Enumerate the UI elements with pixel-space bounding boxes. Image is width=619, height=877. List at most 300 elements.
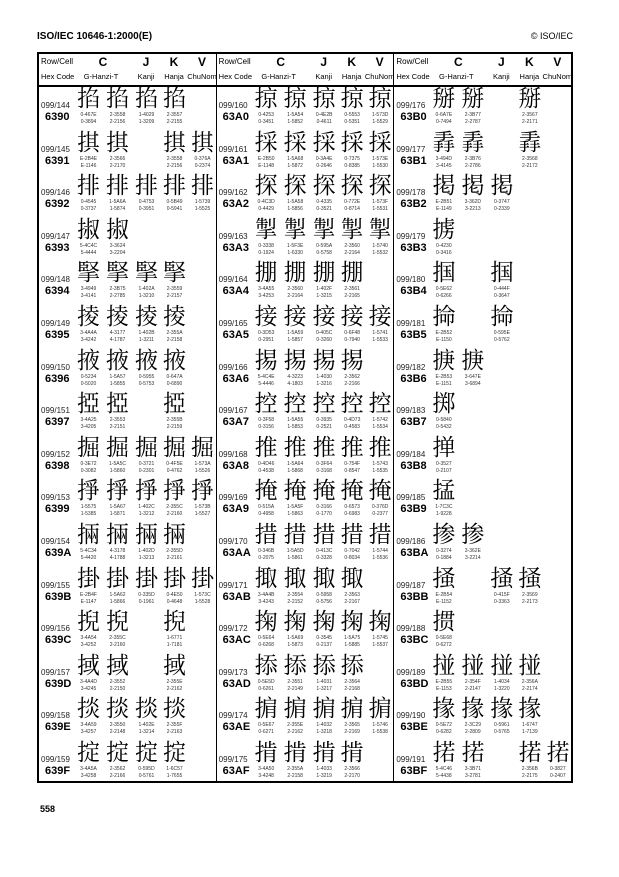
glyph-cell-kanji <box>310 261 339 304</box>
table-row <box>217 349 394 393</box>
glyph-cell-g-source <box>252 654 281 697</box>
ideograph-glyph: 掟 <box>135 739 158 766</box>
source-code-top: 3-362D <box>464 199 482 206</box>
source-code-top: 0-772E <box>344 199 361 206</box>
ideograph-glyph: 掘 <box>106 434 129 461</box>
hex-code: 63AF <box>222 764 250 777</box>
hex-code: 6397 <box>45 416 70 429</box>
ideograph-glyph: 掮 <box>254 696 278 723</box>
hex-code: 63A1 <box>222 154 249 167</box>
ideograph-glyph: 掗 <box>77 391 100 418</box>
source-code-top: 2-3551 <box>287 678 303 685</box>
glyph-cell-g-source <box>429 87 458 130</box>
glyph-cell-hanja <box>160 261 189 304</box>
hex-code: 63A7 <box>222 416 249 429</box>
ideograph-glyph: 掣 <box>254 216 278 243</box>
table-row <box>39 436 216 480</box>
glyph-cell-hanja <box>160 610 189 653</box>
glyph-cell-hanzi-t <box>281 392 310 435</box>
ideograph-glyph: 掘 <box>135 434 158 461</box>
table-row <box>217 305 394 349</box>
source-code-bottom: 0-5351 <box>344 119 360 125</box>
source-code-bottom: 1-5861 <box>287 554 303 561</box>
source-code-top: 1-573E <box>372 155 389 162</box>
glyph-cell-g-source <box>252 523 281 566</box>
source-code-top: 0-3F64 <box>316 460 333 467</box>
source-code-bottom: 2-2162 <box>166 685 183 692</box>
glyph-cell-hanja <box>160 479 189 522</box>
ideograph-glyph: 接 <box>368 303 392 330</box>
ideograph-glyph: 採 <box>254 129 278 156</box>
glyph-cell-kanji <box>310 174 339 217</box>
glyph-cell-g-source <box>429 697 458 740</box>
source-code-top: 3-4A4D <box>80 678 97 685</box>
glyph-cell-hanzi-t <box>281 305 310 348</box>
source-code-bottom: 0-5765 <box>494 729 510 736</box>
glyph-cell-hanja <box>160 697 189 740</box>
glyph-cell-hanzi-t <box>458 697 487 740</box>
source-code-bottom: E-1152 <box>435 598 452 605</box>
row-cell-label: 099/154 <box>41 536 70 546</box>
source-code-bottom: 0-5753 <box>138 380 155 387</box>
hex-code: 639B <box>45 590 72 603</box>
glyph-cell-kanji <box>132 697 161 740</box>
source-code-top: 2-3557 <box>166 112 183 118</box>
row-cell-label: 099/184 <box>396 449 426 459</box>
source-code-top: 2-3B75 <box>109 286 126 293</box>
source-code-top: 0-4545 <box>80 199 97 206</box>
hex-code: 639A <box>45 546 72 559</box>
source-code-bottom: 2-2786 <box>465 162 481 169</box>
header-hanja: Hanja <box>341 72 362 81</box>
source-code-top: 0-376A <box>194 155 211 162</box>
source-code-top: 0-5958 <box>316 591 332 598</box>
ideograph-glyph: 掕 <box>106 303 129 330</box>
glyph-cell-g-source <box>74 567 103 610</box>
source-code-top: 1-5A5D <box>286 547 304 554</box>
ideograph-glyph: 掠 <box>254 86 278 112</box>
glyph-cell-g-source <box>74 261 103 304</box>
ideograph-glyph: 掦 <box>283 347 307 374</box>
source-code-bottom: 2-2157 <box>166 293 183 300</box>
glyph-cell-g-source <box>74 436 103 479</box>
source-code-bottom: 0-3951 <box>138 206 155 213</box>
ideograph-glyph: 掚 <box>77 521 100 548</box>
source-code-top: 0-4D46 <box>257 460 275 467</box>
hex-code: 63AA <box>222 546 251 559</box>
glyph-cell-kanji <box>310 349 339 392</box>
source-code-top: 2-3554 <box>287 591 303 598</box>
ideograph-glyph: 掑 <box>106 129 129 156</box>
glyph-cell-hanja <box>338 567 367 610</box>
source-code-bottom: 0-2137 <box>316 642 332 649</box>
source-code-bottom: 0-6266 <box>436 293 452 300</box>
document-standard-title: ISO/IEC 10646-1:2000(E) <box>37 31 153 42</box>
source-code-top: 1-4034 <box>494 678 510 685</box>
glyph-cell-hanja <box>160 174 189 217</box>
source-code-top: 1-402F <box>316 286 333 293</box>
ideograph-glyph: 掣 <box>283 216 307 243</box>
ideograph-glyph: 掣 <box>312 216 336 243</box>
source-code-top: 2-3563 <box>344 591 360 598</box>
source-code-bottom: 0-5941 <box>166 206 183 213</box>
table-row <box>39 349 216 393</box>
glyph-cell-kanji <box>487 305 516 348</box>
glyph-cell-hanzi-t <box>103 567 132 610</box>
source-code-bottom: 0-2646 <box>316 162 332 169</box>
source-code-bottom: 1-5535 <box>372 467 388 474</box>
table-row <box>217 261 394 305</box>
source-code-bottom: 1-5531 <box>372 206 388 213</box>
source-code-bottom: 3-4242 <box>80 336 97 343</box>
source-code-top: 3-4949 <box>80 286 97 293</box>
ideograph-glyph: 掾 <box>461 696 485 723</box>
source-code-top: 1-5A67 <box>109 504 126 511</box>
glyph-cell-hanja <box>160 349 189 392</box>
source-code-top: 1-5742 <box>372 417 388 424</box>
hex-code: 63AB <box>222 590 251 603</box>
ideograph-glyph: 掿 <box>546 739 570 766</box>
source-code-bottom: 0-2521 <box>316 424 332 431</box>
glyph-cell-hanja <box>338 654 367 697</box>
source-code-top: 1-4032 <box>316 722 332 729</box>
hex-code: 6394 <box>45 285 70 298</box>
source-code-bottom: 1-7181 <box>166 642 183 649</box>
ideograph-glyph: 掭 <box>312 652 336 679</box>
glyph-cell-hanja <box>160 567 189 610</box>
row-cell-label: 099/152 <box>41 449 70 459</box>
source-code-bottom: 3-6894 <box>465 380 481 387</box>
ideograph-glyph: 措 <box>283 521 307 548</box>
glyph-cell-hanzi-t <box>281 697 310 740</box>
ideograph-glyph: 掖 <box>106 347 129 374</box>
source-code-bottom: 2-2156 <box>109 119 126 125</box>
glyph-cell-hanzi-t <box>103 697 132 740</box>
code-chart-table <box>37 52 573 783</box>
source-code-bottom: 1-5860 <box>109 467 126 474</box>
table-row <box>394 567 571 611</box>
source-code-bottom: 0-3363 <box>494 598 510 605</box>
glyph-cell-kanji <box>310 131 339 174</box>
glyph-cell-g-source <box>429 479 458 522</box>
source-code-bottom: 3-4145 <box>436 162 452 169</box>
table-row <box>39 218 216 262</box>
row-cell-label: 099/178 <box>396 188 426 198</box>
glyph-cell-chunom <box>366 697 395 740</box>
header-hexcode: Hex Code <box>41 72 75 81</box>
hex-code: 63B1 <box>400 154 427 167</box>
ideograph-glyph: 掛 <box>106 565 129 592</box>
ideograph-glyph: 掗 <box>163 391 186 418</box>
ideograph-glyph: 掤 <box>312 260 336 287</box>
source-code-bottom: 1-5385 <box>80 511 97 518</box>
source-code-bottom: 2-2785 <box>109 293 126 300</box>
table-row <box>39 392 216 436</box>
glyph-cell-g-source <box>252 261 281 304</box>
glyph-cell-hanja <box>515 741 544 784</box>
glyph-cell-g-source <box>252 349 281 392</box>
source-code-top: 1-7C3C <box>435 504 453 511</box>
ideograph-glyph: 掱 <box>461 129 485 156</box>
source-code-bottom: 2-2169 <box>344 729 360 736</box>
source-code-top: 2-356A <box>521 678 538 685</box>
ideograph-glyph: 掑 <box>163 129 186 156</box>
source-code-top: 0-3527 <box>436 460 452 467</box>
ideograph-glyph: 掓 <box>77 216 100 243</box>
source-code-bottom: 1-5533 <box>372 336 388 343</box>
source-code-bottom: 1-3214 <box>138 729 155 736</box>
row-cell-label: 099/156 <box>41 624 70 634</box>
source-code-top: 1-5744 <box>372 547 388 554</box>
row-cell-label: 099/165 <box>218 318 248 328</box>
table-row <box>394 523 571 567</box>
glyph-cell-hanja <box>160 305 189 348</box>
table-row <box>217 174 394 218</box>
source-code-bottom: 2-2167 <box>344 598 360 605</box>
source-code-top: 1-5A57 <box>109 373 126 380</box>
source-code-bottom: 2-2158 <box>166 336 183 343</box>
table-row <box>39 305 216 349</box>
glyph-cell-kanji <box>310 436 339 479</box>
row-cell-label: 099/173 <box>218 667 248 677</box>
glyph-cell-kanji <box>132 261 161 304</box>
source-code-top: 4-3177 <box>109 329 126 336</box>
source-code-top: 2-3561 <box>344 286 360 293</box>
source-code-top: 0-346B <box>258 547 275 554</box>
source-code-bottom: 3-4252 <box>80 642 97 649</box>
source-code-bottom: 1-5852 <box>287 119 303 125</box>
source-code-top: 1-5746 <box>372 722 388 729</box>
source-code-top: 1-4030 <box>316 373 332 380</box>
source-code-bottom: 0-4648 <box>166 598 183 605</box>
glyph-cell-hanzi-t <box>281 131 310 174</box>
source-code-top: 0-4753 <box>138 199 155 206</box>
hex-code: 63B2 <box>400 198 427 211</box>
table-row <box>39 174 216 218</box>
hex-code: 6390 <box>45 111 70 123</box>
hex-code: 6392 <box>45 198 70 211</box>
row-cell-label: 099/160 <box>218 101 248 110</box>
source-code-bottom: 2-2164 <box>344 249 360 256</box>
ideograph-glyph: 掹 <box>432 478 456 505</box>
table-row <box>39 741 216 785</box>
glyph-cell-kanji <box>310 654 339 697</box>
source-code-top: 0-7375 <box>344 155 360 162</box>
source-code-bottom: 3-2213 <box>465 206 481 213</box>
chart-column-group <box>394 54 571 781</box>
source-code-bottom: 0-6272 <box>436 642 452 649</box>
glyph-cell-hanzi-t <box>281 436 310 479</box>
glyph-cell-kanji <box>310 479 339 522</box>
glyph-cell-hanzi-t <box>281 479 310 522</box>
table-row <box>217 567 394 611</box>
source-code-bottom: 2-2165 <box>344 293 360 300</box>
source-code-top: 0-5E67 <box>258 722 275 729</box>
ideograph-glyph: 掟 <box>163 739 186 766</box>
ideograph-glyph: 掽 <box>518 652 542 679</box>
source-code-top: 0-335D <box>138 591 155 598</box>
ideograph-glyph: 掙 <box>77 478 100 505</box>
source-code-top: 2-3567 <box>522 112 538 118</box>
ideograph-glyph: 掽 <box>432 652 456 679</box>
source-code-bottom: 1-3217 <box>316 685 332 692</box>
header-v: V <box>197 55 207 69</box>
row-cell-label: 099/162 <box>218 188 248 198</box>
glyph-cell-g-source <box>252 610 281 653</box>
ideograph-glyph: 掩 <box>368 478 392 505</box>
source-code-top: 0-3E72 <box>80 460 97 467</box>
ideograph-glyph: 掞 <box>135 696 158 723</box>
ideograph-glyph: 掦 <box>254 347 278 374</box>
source-code-bottom: 1-3219 <box>316 772 332 779</box>
row-cell-label: 099/159 <box>41 754 70 764</box>
source-code-bottom: 0-8547 <box>344 467 360 474</box>
row-cell-label: 099/181 <box>396 318 426 328</box>
source-code-bottom: 1-5534 <box>372 424 388 431</box>
source-code-bottom: 0-7494 <box>436 119 452 125</box>
source-code-top: 0-3F58 <box>258 417 275 424</box>
table-row <box>217 218 394 262</box>
glyph-cell-hanja <box>160 741 189 784</box>
source-code-top: 2-3560 <box>287 286 303 293</box>
source-code-bottom: 0-4583 <box>344 424 360 431</box>
ideograph-glyph: 掿 <box>518 739 542 766</box>
glyph-cell-kanji <box>310 523 339 566</box>
source-code-top: 1-4031 <box>316 678 332 685</box>
glyph-cell-g-source <box>429 567 458 610</box>
source-code-bottom: 4-1787 <box>109 336 126 343</box>
ideograph-glyph: 掬 <box>254 609 278 636</box>
ideograph-glyph: 掞 <box>106 696 129 723</box>
glyph-cell-hanzi-t <box>103 392 132 435</box>
row-cell-label: 099/176 <box>396 101 426 110</box>
glyph-cell-g-source <box>252 218 281 261</box>
source-code-top: 0-5955 <box>138 373 155 380</box>
source-code-bottom: 2-2156 <box>166 162 183 169</box>
source-code-top: 1-5F3E <box>286 242 304 249</box>
ideograph-glyph: 控 <box>340 391 364 418</box>
ideograph-glyph: 掤 <box>254 260 278 287</box>
ideograph-glyph: 掞 <box>163 696 186 723</box>
source-code-bottom: 1-5536 <box>372 554 388 561</box>
row-cell-label: 099/147 <box>41 231 70 241</box>
ideograph-glyph: 掱 <box>518 129 542 156</box>
source-code-top: 1-5743 <box>372 460 388 467</box>
source-code-bottom: 0-3894 <box>80 119 97 125</box>
glyph-cell-kanji <box>132 305 161 348</box>
table-row <box>394 741 571 785</box>
source-code-top: 1-6771 <box>166 635 183 642</box>
source-code-bottom: 1-5868 <box>287 467 303 474</box>
source-code-top: 2-3B76 <box>464 155 481 162</box>
source-code-top: 2-3565 <box>344 722 360 729</box>
source-code-top: 0-4335 <box>316 199 332 206</box>
source-code-top: 0-5553 <box>344 112 360 118</box>
source-code-top: 0-3935 <box>316 417 332 424</box>
source-code-top: 1-5A54 <box>287 112 304 118</box>
source-code-top: 0-3747 <box>494 199 510 206</box>
source-code-bottom: E-1146 <box>80 162 97 169</box>
source-code-top: 2-3C29 <box>464 722 482 729</box>
source-code-bottom: 0-5762 <box>494 336 510 343</box>
source-code-top: 2-3550 <box>109 722 126 729</box>
source-code-top: 1-402E <box>138 722 155 729</box>
hex-code: 63BB <box>400 590 429 603</box>
source-code-top: 0-595D <box>138 765 155 772</box>
ideograph-glyph: 接 <box>312 303 336 330</box>
chart-column-group <box>217 54 395 781</box>
table-row <box>394 261 571 305</box>
glyph-cell-hanzi-t <box>103 436 132 479</box>
row-cell-label: 099/167 <box>218 406 248 416</box>
source-code-bottom: 0-2301 <box>138 467 155 474</box>
glyph-cell-hanzi-t <box>281 174 310 217</box>
copyright-notice: © ISO/IEC <box>530 31 573 41</box>
glyph-cell-hanja <box>338 174 367 217</box>
hex-code: 63A8 <box>222 459 249 472</box>
source-code-bottom: 0-6271 <box>258 729 274 736</box>
source-code-bottom: 1-7139 <box>522 729 538 736</box>
glyph-cell-chunom <box>188 567 217 610</box>
source-code-top: 0-5E68 <box>435 635 452 642</box>
source-code-top: 3-4A59 <box>80 722 97 729</box>
source-code-top: E-2B4F <box>80 591 97 598</box>
source-code-bottom: 0-4538 <box>258 467 274 474</box>
table-row <box>394 654 571 698</box>
ideograph-glyph: 掖 <box>135 347 158 374</box>
glyph-cell-hanja <box>338 436 367 479</box>
ideograph-glyph: 排 <box>106 173 129 200</box>
hex-code: 63AC <box>222 634 251 647</box>
ideograph-glyph: 掬 <box>283 609 307 636</box>
glyph-cell-kanji <box>310 305 339 348</box>
ideograph-glyph: 接 <box>283 303 307 330</box>
source-code-top: 1-573A <box>194 460 211 467</box>
ideograph-glyph: 掬 <box>368 609 392 636</box>
ideograph-glyph: 掳 <box>432 216 456 243</box>
ideograph-glyph: 推 <box>340 434 364 461</box>
glyph-cell-g-source <box>74 305 103 348</box>
source-code-top: 0-413C <box>315 547 333 554</box>
glyph-cell-g-source <box>74 218 103 261</box>
source-code-top: 0-5840 <box>436 417 452 424</box>
source-code-bottom: E-1151 <box>435 380 452 387</box>
source-code-bottom: 0-3260 <box>316 336 332 343</box>
glyph-cell-hanzi-t <box>458 741 487 784</box>
source-code-bottom: 0-5761 <box>138 772 155 779</box>
ideograph-glyph: 掴 <box>432 260 456 287</box>
header-j: J <box>142 55 150 69</box>
header-rowcell: Row/Cell <box>218 57 251 66</box>
glyph-cell-hanja <box>338 697 367 740</box>
source-code-bottom: 3-4243 <box>258 598 274 605</box>
row-cell-label: 099/175 <box>218 754 248 764</box>
hex-code: 63A3 <box>222 241 249 254</box>
source-code-bottom: 1-3220 <box>494 685 510 692</box>
ideograph-glyph: 掖 <box>163 347 186 374</box>
source-code-top: 1-5A69 <box>287 635 304 642</box>
glyph-cell-hanja <box>515 131 544 174</box>
glyph-cell-g-source <box>252 174 281 217</box>
source-code-bottom: 0-2075 <box>258 554 274 561</box>
ideograph-glyph: 排 <box>135 173 158 200</box>
ideograph-glyph: 掙 <box>106 478 129 505</box>
source-code-bottom: 2-2166 <box>109 772 126 779</box>
ideograph-glyph: 掣 <box>340 216 364 243</box>
table-row <box>394 697 571 741</box>
source-code-bottom: 0-6983 <box>344 511 360 518</box>
source-code-bottom: 0-2374 <box>194 162 211 169</box>
